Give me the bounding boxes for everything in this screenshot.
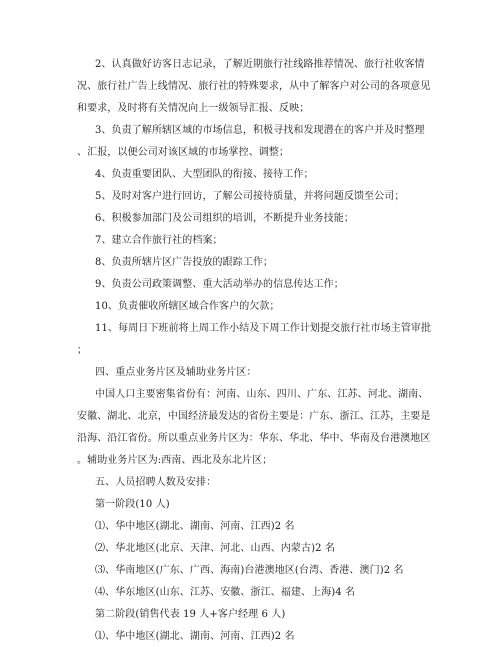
section-heading: 五、人员招聘人数及安排： bbox=[95, 477, 217, 488]
list-item: ⑶、华南地区(广东、广西、海南)台港澳地区(台湾、香港、澳门)2 名 bbox=[95, 565, 404, 576]
text-line: 安徽、湖北、北京，中国经济最发达的省份主要是：广东、浙江、江苏，主要是 bbox=[77, 411, 431, 422]
text-line: 8、负责所辖片区广告投放的跟踪工作； bbox=[95, 257, 274, 268]
list-item: ⑴、华中地区(湖北、湖南、河南、江西)2 名 bbox=[95, 521, 295, 532]
text-line: 10、负责催收所辖区域合作客户的欠款； bbox=[95, 301, 280, 312]
section-heading: 四、重点业务片区及辅助业务片区： bbox=[95, 367, 257, 378]
text-line: 第一阶段(10 人) bbox=[95, 499, 170, 510]
list-item: ⑴、华中地区(湖北、湖南、河南、江西)2 名 bbox=[95, 631, 295, 642]
text-line: 9、负责公司政策调整、重大活动举办的信息传达工作； bbox=[95, 279, 344, 290]
text-line: 第二阶段(销售代表 19 人+客户经理 6 人) bbox=[95, 609, 286, 620]
text-line: 3、负责了解所辖区域的市场信息，积极寻找和发现潜在的客户并及时整理 bbox=[95, 125, 425, 136]
text-line: 、汇报，以便公司对该区域的市场掌控、调整； bbox=[77, 147, 290, 158]
text-line: 中国人口主要密集省份有：河南、山东、四川、广东、江苏、河北、湖南、 bbox=[95, 389, 429, 400]
text-line: 和要求，及时将有关情况向上一级领导汇报、反映； bbox=[77, 103, 310, 114]
list-item: ⑵、华北地区(北京、天津、河北、山西、内蒙古)2 名 bbox=[95, 543, 335, 554]
list-item: ⑷、华东地区(山东、江苏、安徽、浙江、福建、上海)4 名 bbox=[95, 587, 356, 598]
text-line: 11、每周日下班前将上周工作小结及下周工作计划提交旅行社市场主管审批 bbox=[95, 323, 432, 334]
text-line: 2、认真做好访客日志记录，了解近期旅行社线路推荐情况、旅行社收客情 bbox=[95, 59, 425, 70]
text-line: 5、及时对客户进行回访，了解公司接待质量，并将问题反馈至公司； bbox=[95, 191, 405, 202]
text-line: 沿海、沿江省份。所以重点业务片区为：华东、华北、华中、华南及台港澳地区 bbox=[77, 433, 431, 444]
text-line: 。辅助业务片区为:西南、西北及东北片区； bbox=[77, 455, 273, 466]
text-line: 4、负责重要团队、大型团队的衔接、接待工作； bbox=[95, 169, 314, 180]
text-line: 6、积极参加部门及公司组织的培训，不断提升业务技能； bbox=[95, 213, 354, 224]
text-line: ； bbox=[77, 345, 88, 356]
text-line: 7、建立合作旅行社的档案； bbox=[95, 235, 223, 246]
text-line: 况、旅行社广告上线情况、旅行社的特殊要求，从中了解客户对公司的各项意见 bbox=[77, 81, 431, 92]
